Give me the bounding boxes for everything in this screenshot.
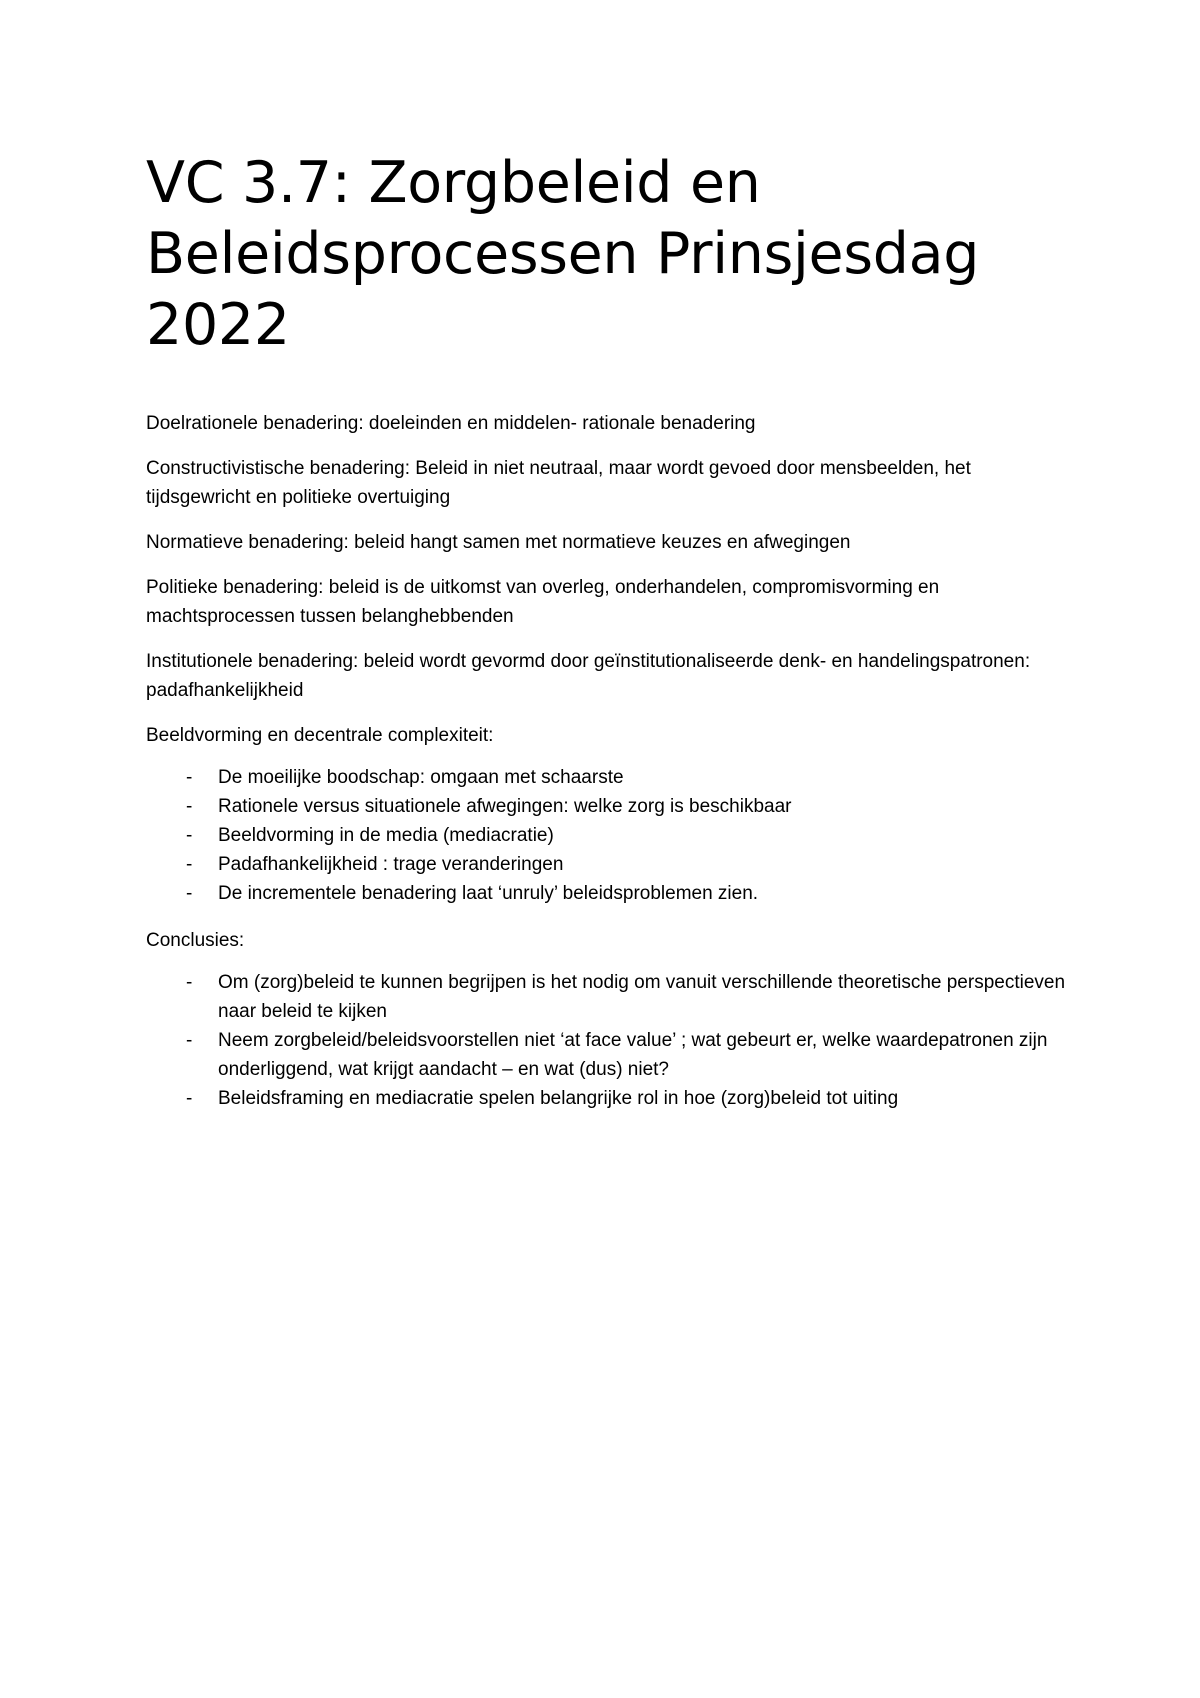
dash-bullet: - xyxy=(186,796,193,817)
dash-bullet: - xyxy=(186,1088,193,1109)
dash-bullet: - xyxy=(186,1030,193,1051)
paragraph-doelrationele: Doelrationele benadering: doeleinden en middelen- rationale benadering xyxy=(146,413,756,434)
list-item-text: De moeilijke boodschap: omgaan met schaarste xyxy=(218,767,624,788)
list-beeldvorming xyxy=(146,763,1066,908)
dash-bullet: - xyxy=(186,883,193,904)
paragraph-normatieve: Normatieve benadering: beleid hangt samen met normatieve keuzes en afwegingen xyxy=(146,532,851,553)
list-item xyxy=(146,763,1066,792)
list-conclusies xyxy=(146,968,1066,1113)
dash-bullet: - xyxy=(186,972,193,993)
list-item-text: Beeldvorming in de media (mediacratie) xyxy=(218,825,554,846)
list-item-text: Rationele versus situationele afwegingen: welke zorg is beschikbaar xyxy=(218,796,792,817)
list-item xyxy=(146,968,1066,1026)
section-heading-beeldvorming: Beeldvorming en decentrale complexiteit: xyxy=(146,725,494,746)
paragraph-institutionele: Institutionele benadering: beleid wordt gevormd door geïnstitutionaliseerde denk- en handelingspatronen: padafhankelijkheid xyxy=(146,651,1031,701)
list-item-text: Om (zorg)beleid te kunnen begrijpen is het nodig om vanuit verschillende theoretische perspectieven naar beleid te kijken xyxy=(218,972,1066,1022)
list-item xyxy=(146,1026,1066,1084)
section-heading-conclusies: Conclusies: xyxy=(146,930,245,951)
paragraph-constructivistische: Constructivistische benadering: Beleid in niet neutraal, maar wordt gevoed door mensbeelden, het tijdsgewricht en politieke overtuiging xyxy=(146,458,971,508)
list-item-text: Neem zorgbeleid/beleidsvoorstellen niet ‘at face value’ ; wat gebeurt er, welke waardepatronen zijn onderliggend, wat krijgt aandacht – en wat (dus) niet? xyxy=(218,1030,1048,1080)
document-content xyxy=(146,148,1066,1131)
list-item-text: Beleidsframing en mediacratie spelen belangrijke rol in hoe (zorg)beleid tot uiting xyxy=(218,1088,899,1109)
list-item xyxy=(146,821,1066,850)
list-item-text: Padafhankelijkheid : trage veranderingen xyxy=(218,854,564,875)
dash-bullet: - xyxy=(186,854,193,875)
list-item xyxy=(146,1084,1066,1113)
list-item xyxy=(146,879,1066,908)
list-item-text: De incrementele benadering laat ‘unruly’ beleidsproblemen zien. xyxy=(218,883,759,904)
dash-bullet: - xyxy=(186,767,193,788)
dash-bullet: - xyxy=(186,825,193,846)
list-item xyxy=(146,850,1066,879)
list-item xyxy=(146,792,1066,821)
paragraph-politieke: Politieke benadering: beleid is de uitkomst van overleg, onderhandelen, compromisvorming en machtsprocessen tussen belanghebbenden xyxy=(146,577,940,627)
document-title: VC 3.7: Zorgbeleid en Beleidsprocessen Prinsjesdag 2022 xyxy=(146,150,980,358)
